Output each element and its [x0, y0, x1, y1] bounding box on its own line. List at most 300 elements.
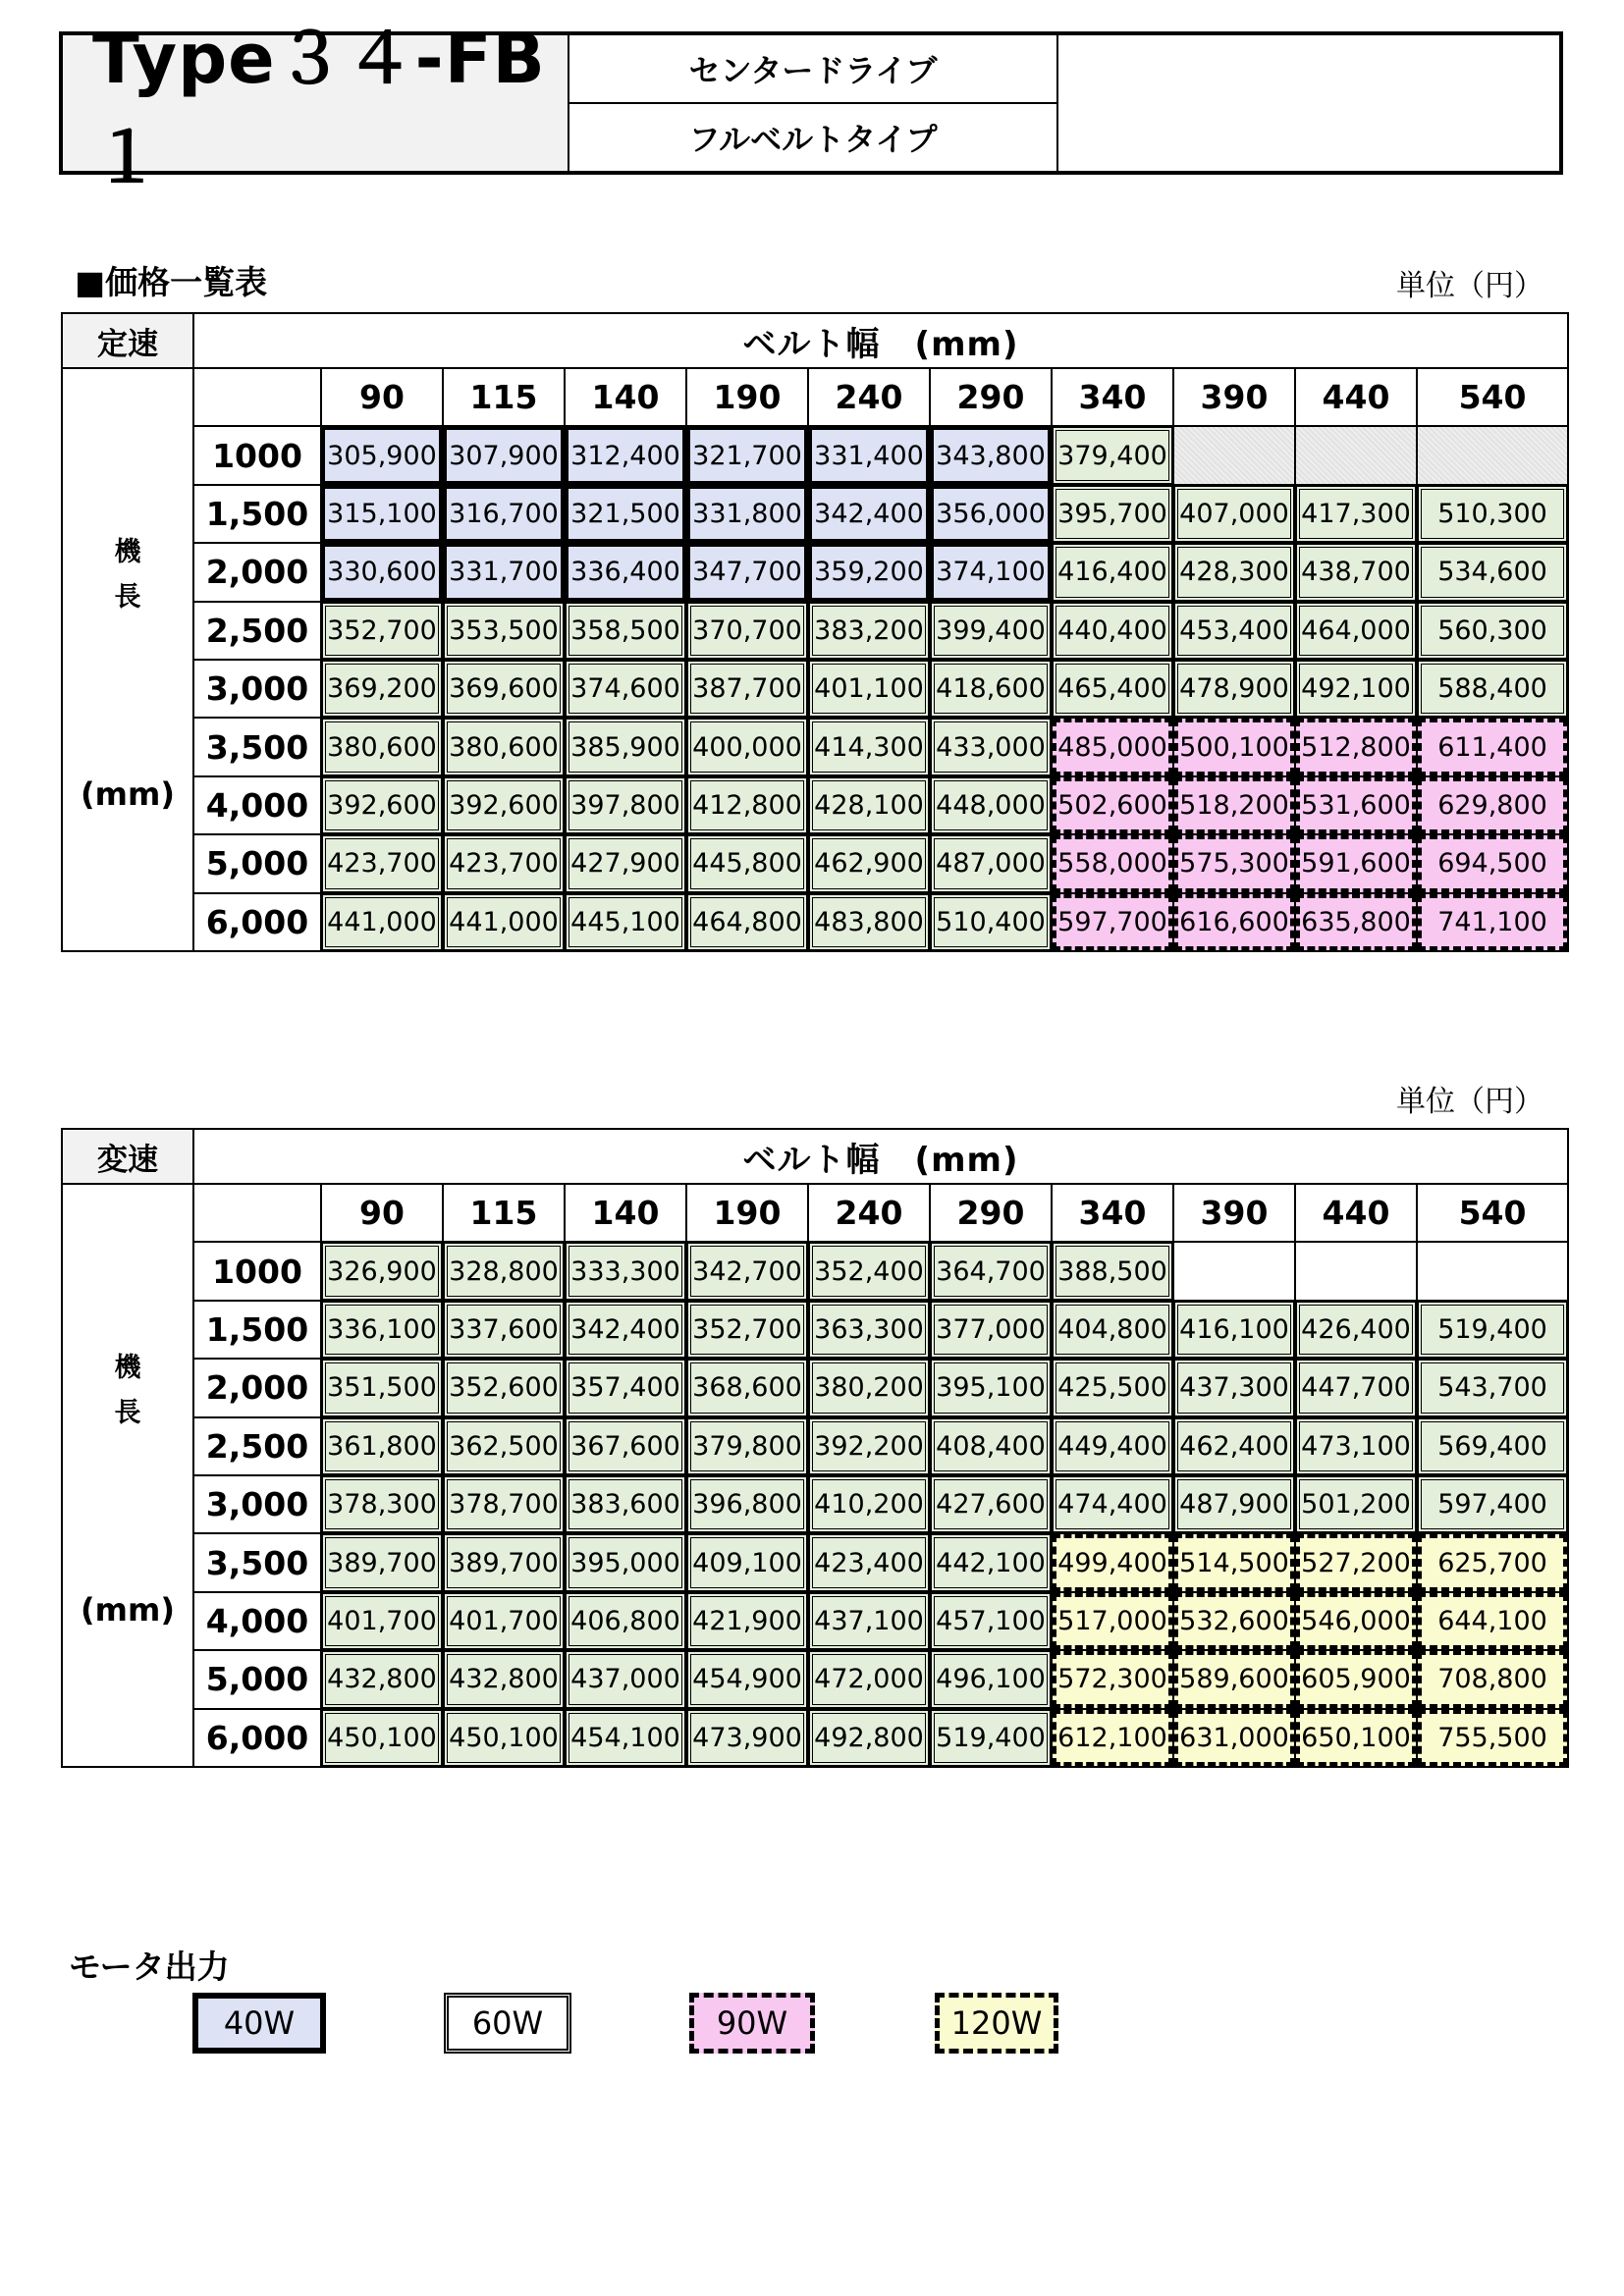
price-value: 510,400: [931, 894, 1051, 950]
price-cell: [1052, 1417, 1173, 1475]
price-value: 385,900: [566, 719, 685, 774]
price-cell: [930, 1359, 1052, 1416]
price-cell: [443, 602, 565, 660]
price-value: 326,900: [322, 1243, 442, 1299]
price-cell: [1295, 485, 1417, 543]
price-value: 400,000: [687, 719, 807, 774]
price-value: 433,000: [931, 719, 1051, 774]
price-value: 423,700: [444, 835, 564, 891]
price-value: 337,600: [444, 1302, 564, 1358]
price-value: 414,300: [809, 719, 929, 774]
price-value: 694,500: [1418, 835, 1567, 891]
price-value: 499,400: [1053, 1534, 1172, 1590]
price-value: 383,600: [566, 1476, 685, 1532]
price-cell: [1295, 1359, 1417, 1416]
belt-width-column-header: 390: [1173, 368, 1295, 426]
price-cell: [930, 834, 1052, 892]
price-value: 611,400: [1418, 719, 1567, 774]
price-value: 612,100: [1053, 1710, 1172, 1766]
price-cell: [443, 1242, 565, 1300]
price-value: 483,800: [809, 894, 929, 950]
price-value: 367,600: [566, 1418, 685, 1474]
price-cell: [321, 776, 443, 834]
speed-type-label: 変速: [62, 1129, 193, 1184]
price-cell: [930, 1242, 1052, 1300]
price-cell: [686, 660, 808, 718]
price-cell: [1173, 1709, 1295, 1767]
price-cell: [1173, 1475, 1295, 1533]
unavailable-cell: [1417, 426, 1568, 484]
price-cell: [1295, 1709, 1417, 1767]
price-cell: [1173, 776, 1295, 834]
price-value: 321,500: [566, 486, 685, 542]
price-cell: [1052, 660, 1173, 718]
empty-cell: [1295, 1242, 1417, 1300]
price-cell: [1052, 1709, 1173, 1767]
price-value: 445,100: [566, 894, 685, 950]
price-cell: [686, 1417, 808, 1475]
length-unit: (mm): [81, 775, 175, 813]
price-cell: [1295, 776, 1417, 834]
price-cell: [565, 1475, 686, 1533]
price-value: 331,800: [687, 486, 807, 542]
price-value: 440,400: [1053, 603, 1172, 659]
price-value: 448,000: [931, 777, 1051, 833]
header-blank-cell: [1058, 35, 1559, 171]
length-label-char-1: 機: [114, 1353, 141, 1383]
price-value: 423,400: [809, 1534, 929, 1590]
price-cell: [321, 485, 443, 543]
table-row: [62, 1417, 1568, 1475]
price-cell: [1417, 660, 1568, 718]
price-cell: [1295, 1592, 1417, 1650]
length-axis-label: [62, 1184, 193, 1767]
price-cell: [443, 893, 565, 951]
price-cell: [1052, 602, 1173, 660]
price-cell: [1417, 1709, 1568, 1767]
price-cell: [1295, 602, 1417, 660]
price-value: 379,800: [687, 1418, 807, 1474]
price-cell: [1417, 1417, 1568, 1475]
price-cell: [686, 602, 808, 660]
price-cell: [1417, 1650, 1568, 1708]
price-value: 416,400: [1053, 544, 1172, 600]
title-block: [59, 19, 1563, 198]
belt-width-column-header: 440: [1295, 368, 1417, 426]
belt-width-column-header: 90: [321, 368, 443, 426]
model-description: [569, 35, 1058, 171]
price-value: 445,800: [687, 835, 807, 891]
price-cell: [1173, 660, 1295, 718]
price-value: 518,200: [1174, 777, 1294, 833]
price-value: 512,800: [1296, 719, 1416, 774]
price-cell: [930, 543, 1052, 601]
price-cell: [808, 834, 930, 892]
price-cell: [1052, 1359, 1173, 1416]
price-cell: [808, 718, 930, 775]
table-row: [62, 718, 1568, 775]
price-cell: [443, 1301, 565, 1359]
price-cell: [930, 1533, 1052, 1591]
price-cell: [686, 1709, 808, 1767]
table-row: [62, 1592, 1568, 1650]
price-cell: [443, 485, 565, 543]
price-value: 635,800: [1296, 894, 1416, 950]
price-value: 442,100: [931, 1534, 1051, 1590]
price-value: 534,600: [1418, 544, 1567, 600]
price-cell: [808, 485, 930, 543]
table-row: [62, 485, 1568, 543]
price-cell: [1052, 485, 1173, 543]
price-cell: [808, 1592, 930, 1650]
price-value: 478,900: [1174, 661, 1294, 717]
length-row-header: 2,000: [193, 1359, 321, 1416]
price-value: 569,400: [1418, 1418, 1567, 1474]
price-cell: [1295, 1533, 1417, 1591]
price-value: 755,500: [1418, 1710, 1567, 1766]
legend-120w: 120W: [935, 1993, 1058, 2054]
price-cell: [686, 834, 808, 892]
belt-width-column-header: 340: [1052, 368, 1173, 426]
price-value: 369,600: [444, 661, 564, 717]
price-value: 708,800: [1418, 1651, 1567, 1707]
belt-width-column-header: 115: [443, 368, 565, 426]
price-cell: [930, 1650, 1052, 1708]
price-value: 315,100: [322, 486, 442, 542]
length-row-header: 2,000: [193, 543, 321, 601]
length-row-header: 1000: [193, 1242, 321, 1300]
belt-width-column-header: 240: [808, 1184, 930, 1242]
price-value: 395,700: [1053, 486, 1172, 542]
belt-width-column-header: 340: [1052, 1184, 1173, 1242]
price-value: 307,900: [444, 427, 564, 483]
price-value: 487,900: [1174, 1476, 1294, 1532]
price-value: 591,600: [1296, 835, 1416, 891]
price-cell: [808, 1242, 930, 1300]
price-cell: [443, 1533, 565, 1591]
belt-width-column-header: 190: [686, 368, 808, 426]
length-label-char-2: 長: [114, 582, 141, 613]
price-cell: [686, 426, 808, 484]
price-value: 316,700: [444, 486, 564, 542]
belt-width-column-header: 140: [565, 1184, 686, 1242]
price-cell: [443, 660, 565, 718]
price-cell: [930, 660, 1052, 718]
price-value: 427,600: [931, 1476, 1051, 1532]
belt-width-column-header: 140: [565, 368, 686, 426]
price-cell: [565, 543, 686, 601]
price-value: 519,400: [931, 1710, 1051, 1766]
price-cell: [1052, 426, 1173, 484]
price-cell: [1052, 1592, 1173, 1650]
price-cell: [443, 1417, 565, 1475]
price-cell: [565, 1242, 686, 1300]
price-cell: [930, 485, 1052, 543]
price-value: 543,700: [1418, 1360, 1567, 1415]
price-value: 432,800: [322, 1651, 442, 1707]
price-cell: [808, 660, 930, 718]
empty-cell: [1173, 1242, 1295, 1300]
price-value: 546,000: [1296, 1593, 1416, 1649]
price-cell: [686, 1242, 808, 1300]
table-row: [62, 1650, 1568, 1708]
price-cell: [1417, 718, 1568, 775]
price-cell: [686, 1301, 808, 1359]
price-value: 454,100: [566, 1710, 685, 1766]
price-value: 450,100: [444, 1710, 564, 1766]
price-cell: [808, 602, 930, 660]
price-value: 406,800: [566, 1593, 685, 1649]
price-value: 519,400: [1418, 1302, 1567, 1358]
belt-width-column-header: 90: [321, 1184, 443, 1242]
price-cell: [321, 1533, 443, 1591]
price-value: 352,700: [322, 603, 442, 659]
price-value: 347,700: [687, 544, 807, 600]
price-cell: [1052, 1650, 1173, 1708]
price-cell: [1295, 1301, 1417, 1359]
price-cell: [1173, 1650, 1295, 1708]
price-cell: [808, 1650, 930, 1708]
price-cell: [1052, 1242, 1173, 1300]
price-value: 409,100: [687, 1534, 807, 1590]
price-cell: [321, 1709, 443, 1767]
price-cell: [443, 1709, 565, 1767]
price-value: 336,100: [322, 1302, 442, 1358]
price-value: 427,900: [566, 835, 685, 891]
length-unit: (mm): [81, 1591, 175, 1629]
price-value: 437,300: [1174, 1360, 1294, 1415]
price-value: 560,300: [1418, 603, 1567, 659]
price-value: 432,800: [444, 1651, 564, 1707]
length-row-header: 3,500: [193, 1533, 321, 1591]
belt-width-column-header: 540: [1417, 368, 1568, 426]
price-value: 358,500: [566, 603, 685, 659]
price-cell: [1417, 1301, 1568, 1359]
price-value: 401,100: [809, 661, 929, 717]
price-cell: [686, 718, 808, 775]
price-cell: [1052, 834, 1173, 892]
belt-width-column-header: 390: [1173, 1184, 1295, 1242]
price-cell: [565, 426, 686, 484]
length-row-header: 1,500: [193, 485, 321, 543]
table-row: [62, 1709, 1568, 1767]
belt-width-column-header: 440: [1295, 1184, 1417, 1242]
price-value: 396,800: [687, 1476, 807, 1532]
price-cell: [1417, 485, 1568, 543]
price-value: 351,500: [322, 1360, 442, 1415]
price-cell: [1052, 1301, 1173, 1359]
price-cell: [930, 718, 1052, 775]
price-value: 447,700: [1296, 1360, 1416, 1415]
corner-cell: [193, 1184, 321, 1242]
price-value: 397,800: [566, 777, 685, 833]
price-value: 408,400: [931, 1418, 1051, 1474]
belt-width-column-header: 290: [930, 1184, 1052, 1242]
price-value: 464,800: [687, 894, 807, 950]
price-cell: [930, 1592, 1052, 1650]
empty-cell: [1417, 1242, 1568, 1300]
price-cell: [565, 1533, 686, 1591]
price-value: 418,600: [931, 661, 1051, 717]
price-value: 362,500: [444, 1418, 564, 1474]
price-cell: [930, 776, 1052, 834]
price-cell: [808, 1301, 930, 1359]
price-cell: [565, 718, 686, 775]
drive-type: センタードライブ: [569, 35, 1056, 104]
price-cell: [443, 776, 565, 834]
price-cell: [321, 1301, 443, 1359]
price-cell: [443, 1359, 565, 1416]
price-cell: [930, 602, 1052, 660]
length-axis-label: [62, 368, 193, 951]
price-cell: [565, 1359, 686, 1416]
length-label-char-1: 機: [114, 537, 141, 567]
price-value: 631,000: [1174, 1710, 1294, 1766]
length-row-header: 6,000: [193, 1709, 321, 1767]
length-row-header: 5,000: [193, 834, 321, 892]
length-row-header: 3,000: [193, 1475, 321, 1533]
price-value: 454,900: [687, 1651, 807, 1707]
price-value: 363,300: [809, 1302, 929, 1358]
price-value: 644,100: [1418, 1593, 1567, 1649]
legend-40w: 40W: [192, 1993, 326, 2054]
price-value: 404,800: [1053, 1302, 1172, 1358]
price-cell: [1052, 543, 1173, 601]
price-cell: [1173, 718, 1295, 775]
price-cell: [1173, 1592, 1295, 1650]
price-value: 572,300: [1053, 1651, 1172, 1707]
price-value: 487,000: [931, 835, 1051, 891]
unit-label-variable: 単位（円）: [1396, 1085, 1543, 1119]
legend-60w: 60W: [444, 1993, 571, 2054]
price-value: 321,700: [687, 427, 807, 483]
price-cell: [1417, 1592, 1568, 1650]
price-value: 395,100: [931, 1360, 1051, 1415]
price-cell: [1173, 1301, 1295, 1359]
price-value: 389,700: [322, 1534, 442, 1590]
unit-label-constant: 単位（円）: [1396, 269, 1543, 303]
price-value: 437,100: [809, 1593, 929, 1649]
table-row: [62, 426, 1568, 484]
price-value: 328,800: [444, 1243, 564, 1299]
price-value: 353,500: [444, 603, 564, 659]
table-row: [62, 1359, 1568, 1416]
price-value: 514,500: [1174, 1534, 1294, 1590]
price-cell: [321, 543, 443, 601]
price-cell: [1173, 1359, 1295, 1416]
belt-type: フルベルトタイプ: [688, 121, 938, 158]
price-cell: [443, 1592, 565, 1650]
belt-width-column-header: 190: [686, 1184, 808, 1242]
price-cell: [443, 426, 565, 484]
price-cell: [443, 834, 565, 892]
price-cell: [321, 1475, 443, 1533]
price-cell: [565, 834, 686, 892]
price-value: 378,700: [444, 1476, 564, 1532]
price-value: 331,400: [809, 427, 929, 483]
price-cell: [686, 485, 808, 543]
price-value: 331,700: [444, 544, 564, 600]
price-cell: [1417, 543, 1568, 601]
price-value: 399,400: [931, 603, 1051, 659]
price-cell: [808, 1475, 930, 1533]
price-value: 369,200: [322, 661, 442, 717]
price-value: 333,300: [566, 1243, 685, 1299]
price-cell: [321, 602, 443, 660]
price-cell: [1417, 1475, 1568, 1533]
price-cell: [1052, 1533, 1173, 1591]
price-value: 352,600: [444, 1360, 564, 1415]
price-table-variable: [61, 1128, 1569, 1768]
price-cell: [321, 1359, 443, 1416]
price-cell: [321, 1242, 443, 1300]
price-cell: [565, 776, 686, 834]
price-cell: [1295, 543, 1417, 601]
price-cell: [686, 893, 808, 951]
price-cell: [686, 543, 808, 601]
price-cell: [930, 1301, 1052, 1359]
price-value: 352,700: [687, 1302, 807, 1358]
table-row: [62, 543, 1568, 601]
price-value: 558,000: [1053, 835, 1172, 891]
price-value: 359,200: [809, 544, 929, 600]
price-cell: [930, 1475, 1052, 1533]
price-value: 616,600: [1174, 894, 1294, 950]
price-cell: [565, 602, 686, 660]
price-cell: [1417, 1359, 1568, 1416]
price-cell: [321, 1417, 443, 1475]
price-value: 380,600: [444, 719, 564, 774]
price-value: 453,400: [1174, 603, 1294, 659]
price-value: 532,600: [1174, 1593, 1294, 1649]
price-cell: [1417, 893, 1568, 951]
length-row-header: 1,500: [193, 1301, 321, 1359]
price-value: 517,000: [1053, 1593, 1172, 1649]
price-value: 370,700: [687, 603, 807, 659]
price-cell: [686, 1592, 808, 1650]
unavailable-cell: [1295, 426, 1417, 484]
price-value: 342,700: [687, 1243, 807, 1299]
price-value: 361,800: [322, 1418, 442, 1474]
belt-width-header: ベルト幅 (mm): [193, 313, 1568, 368]
belt-width-header: ベルト幅 (mm): [193, 1129, 1568, 1184]
price-cell: [1173, 602, 1295, 660]
price-value: 588,400: [1418, 661, 1567, 717]
price-value: 741,100: [1418, 894, 1567, 950]
unavailable-cell: [1173, 426, 1295, 484]
price-value: 449,400: [1053, 1418, 1172, 1474]
price-value: 368,600: [687, 1360, 807, 1415]
price-cell: [1417, 776, 1568, 834]
speed-type-label: 定速: [62, 313, 193, 368]
price-value: 472,000: [809, 1651, 929, 1707]
price-value: 589,600: [1174, 1651, 1294, 1707]
price-cell: [1295, 893, 1417, 951]
length-row-header: 3,000: [193, 660, 321, 718]
corner-cell: [193, 368, 321, 426]
legend-90w: 90W: [689, 1993, 815, 2054]
price-value: 374,600: [566, 661, 685, 717]
price-value: 597,700: [1053, 894, 1172, 950]
model-title: Type３４-FB１: [63, 35, 569, 171]
price-cell: [1295, 1650, 1417, 1708]
price-value: 510,300: [1418, 486, 1567, 542]
price-value: 401,700: [322, 1593, 442, 1649]
motor-output-title: モータ出力: [69, 1948, 230, 1986]
price-value: 457,100: [931, 1593, 1051, 1649]
length-row-header: 4,000: [193, 1592, 321, 1650]
price-value: 426,400: [1296, 1302, 1416, 1358]
